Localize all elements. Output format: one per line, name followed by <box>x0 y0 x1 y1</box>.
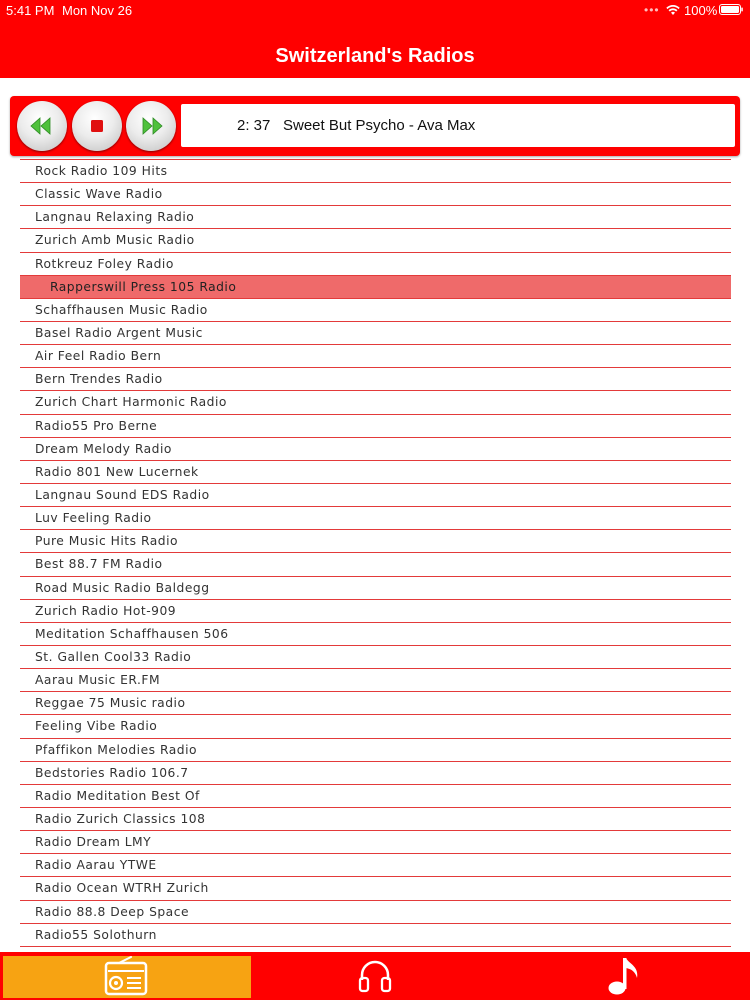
station-row[interactable]: Rock Radio 109 Hits <box>20 160 731 183</box>
station-row[interactable]: Zurich Chart Harmonic Radio <box>20 391 731 414</box>
station-list[interactable] <box>20 159 731 950</box>
multitasking-dots-icon: ••• <box>644 3 660 17</box>
station-row[interactable]: Schaffhausen Music Radio <box>20 299 731 322</box>
radio-icon <box>103 955 149 997</box>
status-time: 5:41 PM <box>6 3 55 18</box>
station-row[interactable]: Radio Aarau YTWE <box>20 854 731 877</box>
station-row[interactable]: Feeling Vibe Radio <box>20 715 731 738</box>
tab-music[interactable] <box>500 952 750 1000</box>
tab-radio[interactable] <box>0 952 250 1000</box>
station-row[interactable]: Meditation Schaffhausen 506 <box>20 623 731 646</box>
station-row[interactable]: Zurich Amb Music Radio <box>20 229 731 252</box>
status-date: Mon Nov 26 <box>62 3 133 18</box>
station-row[interactable]: Rotkreuz Foley Radio <box>20 253 731 276</box>
elapsed-time: 2: 37 <box>237 117 271 134</box>
stop-button[interactable] <box>72 101 122 151</box>
next-button[interactable] <box>126 101 176 151</box>
headphones-icon <box>357 958 393 994</box>
station-row[interactable]: Langnau Relaxing Radio <box>20 206 731 229</box>
station-row[interactable]: Pure Music Hits Radio <box>20 530 731 553</box>
station-row[interactable]: Radio Ocean WTRH Zurich <box>20 877 731 900</box>
battery-icon <box>719 4 743 15</box>
fast-forward-icon <box>126 101 176 151</box>
station-row[interactable]: Best 88.7 FM Radio <box>20 553 731 576</box>
previous-button[interactable] <box>17 101 67 151</box>
station-row[interactable]: Bern Trendes Radio <box>20 368 731 391</box>
station-row[interactable]: Road Music Radio Baldegg <box>20 577 731 600</box>
station-row[interactable]: Radio Dream LMY <box>20 831 731 854</box>
station-row-selected[interactable]: Rapperswill Press 105 Radio <box>20 276 731 299</box>
station-row[interactable]: Radio 88.8 Deep Space <box>20 901 731 924</box>
station-row[interactable]: Radio Zurich Classics 108 <box>20 808 731 831</box>
station-row[interactable]: Reggae 75 Music radio <box>20 692 731 715</box>
station-row[interactable]: Pfaffikon Melodies Radio <box>20 739 731 762</box>
station-row[interactable]: Radio55 Pro Berne <box>20 415 731 438</box>
music-note-icon <box>606 954 642 998</box>
station-row[interactable]: St. Gallen Cool33 Radio <box>20 646 731 669</box>
stop-icon <box>72 101 122 151</box>
station-row[interactable]: Radio55 Solothurn <box>20 924 731 947</box>
station-row[interactable]: Aarau Music ER.FM <box>20 669 731 692</box>
station-row[interactable]: Bedstories Radio 106.7 <box>20 762 731 785</box>
now-playing-display <box>181 104 735 147</box>
station-row[interactable]: Air Feel Radio Bern <box>20 345 731 368</box>
tab-bar <box>0 952 750 1000</box>
wifi-icon <box>666 4 680 16</box>
station-row[interactable]: Zurich Radio Hot-909 <box>20 600 731 623</box>
station-row[interactable]: Dream Melody Radio <box>20 438 731 461</box>
player-bar <box>10 96 740 156</box>
now-playing-title: Sweet But Psycho - Ava Max <box>283 117 476 134</box>
station-row[interactable]: Radio 801 New Lucernek <box>20 461 731 484</box>
station-row[interactable]: Langnau Sound EDS Radio <box>20 484 731 507</box>
page-title: Switzerland's Radios <box>275 45 475 67</box>
rewind-icon <box>17 101 67 151</box>
station-row[interactable]: Radio Meditation Best Of <box>20 785 731 808</box>
station-row[interactable]: Luv Feeling Radio <box>20 507 731 530</box>
header <box>0 0 750 78</box>
tab-headphones[interactable] <box>251 952 500 1000</box>
station-row[interactable]: Basel Radio Argent Music <box>20 322 731 345</box>
battery-percent: 100% <box>684 3 718 18</box>
station-row[interactable]: Classic Wave Radio <box>20 183 731 206</box>
